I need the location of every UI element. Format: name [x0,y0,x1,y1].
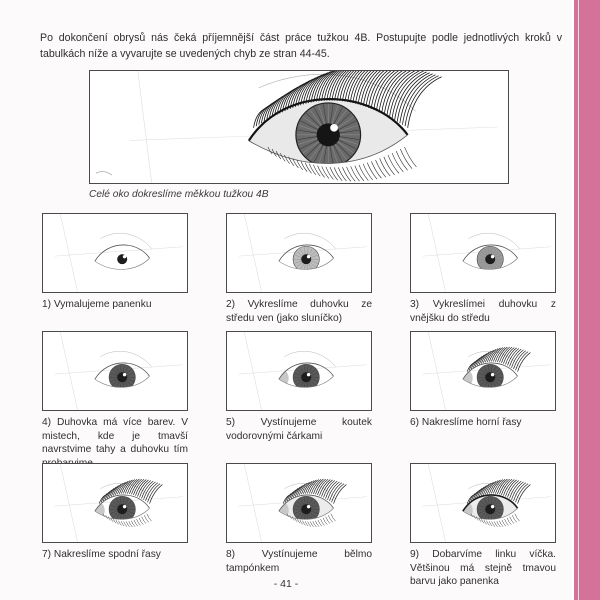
main-illustration-caption: Celé oko dokreslíme měkkou tužkou 4B [89,189,269,200]
eyelid-crease [100,351,151,366]
lower-eyelash [147,514,152,521]
lower-eyelash [330,167,338,180]
eyelid-crease [468,233,519,248]
step-5-illustration [226,331,372,411]
eye-interior [461,364,503,390]
guide-line [244,332,261,410]
lower-eyelash [305,163,311,174]
step-1-illustration [42,213,188,293]
step-5-eye-drawing [227,332,371,410]
step-7-label: 7) Nakreslíme spodní řasy [42,549,161,560]
main-eye-drawing [90,71,508,183]
eye-highlight [307,373,310,376]
upper-eyelash [408,77,442,128]
step-1-label: 1) Vymalujeme panenku [42,299,152,310]
lower-eyelash [297,519,300,523]
eyelid-crease [284,233,335,248]
eye-interior [277,483,334,536]
eye-highlight [307,505,310,508]
guide-line [428,214,445,292]
eye-highlight [491,373,494,376]
eye-highlight [491,255,494,258]
guide-line [138,71,152,183]
step-8-eye-drawing [227,464,371,542]
lower-eyelash [481,519,484,523]
step-9-eye-drawing [411,464,555,542]
step-4-label: 4) Duhovka má více barev. V mistech, kde je tmavší navrstvime tahy a duhovku tím [42,417,188,455]
page-number: - 41 - [273,578,299,590]
nose-hint [96,172,112,176]
step-2-illustration [226,213,372,293]
guide-line [244,214,261,292]
guide-line [60,214,77,292]
eye-highlight [491,505,494,508]
guide-line [428,332,445,410]
guide-line [60,332,77,410]
lower-eyelash [318,166,325,178]
main-eye-illustration [89,70,509,184]
eye-highlight [123,255,126,258]
step-3-eye-drawing [411,214,555,292]
eye-interior [93,496,135,522]
step-4-illustration [42,331,188,411]
lower-eyelash [116,520,119,524]
lower-eyelash [313,165,320,176]
lower-eyelash [371,161,381,178]
eye-highlight [307,255,310,258]
lower-eyelash [326,167,334,180]
step-9-label: 9) Dobarvíme linku víčka. Většinou má stejně tmavou barvu jako panenka [410,549,556,587]
lower-eyelash [484,520,487,524]
lower-eyelash [334,167,342,180]
upper-eyelash [402,75,435,125]
lower-eyelash [384,157,395,175]
eye-interior [277,364,319,390]
step-6-eye-drawing [411,332,555,410]
lower-eyelash [355,166,364,181]
eyelid-crease [100,233,151,248]
step-6-label: 6) Nakreslíme horní řasy [410,417,522,428]
lower-eyelash [367,163,377,179]
step-1-eye-drawing [43,214,187,292]
eye-highlight [123,505,126,508]
side-accent-rule [578,0,579,600]
lower-eyelash [405,147,417,167]
lower-eyelash [338,167,346,181]
lower-eyelash [380,158,391,176]
lower-eyelash [359,165,368,181]
eyelid-crease [284,351,335,366]
lower-eyelash [113,519,116,523]
step-3-label: 3) Vykreslímei duhovku z vnějšku do středu [410,299,556,324]
step-2-label: 2) Vykreslíme duhovku ze středu ven (jako sluníčko) [226,299,372,324]
step-7-eye-drawing [43,464,187,542]
step-8-illustration [226,463,372,543]
lower-eyelash [351,166,360,181]
lower-eyelash [347,167,356,182]
guide-line [60,464,77,542]
lower-eyelash [300,520,303,524]
eye-interior [461,483,518,536]
lower-eyelash [322,166,329,178]
step-8-label: 8) Vystínujeme bělmo tampónkem [226,549,372,574]
guide-line [244,464,261,542]
lower-eyelash [108,517,110,521]
lower-eyelash [388,155,399,173]
intro-paragraph: Po dokončení obrysů nás čeká příjemnější část práce tužkou 4B. Postupujte podle jednotlivých kroků v tabulkách níže a vyvarujte se uvedených chyb ze stran 44-45. [40,32,562,60]
upper-eyelash [405,76,439,127]
lower-eyelash [515,514,520,521]
eye-highlight [123,373,126,376]
lower-eyelash [301,161,307,171]
step-2-eye-drawing [227,214,371,292]
guide-line [428,464,445,542]
lower-eyelash [363,164,373,180]
eye-interior [117,254,127,264]
lower-eyelash [342,167,350,181]
lower-eyelash [309,164,316,175]
step-6-illustration [410,331,556,411]
step-4-eye-drawing [43,332,187,410]
step-7-illustration [42,463,188,543]
guide-line [55,247,183,256]
step-3-illustration [410,213,556,293]
lower-eyelash [376,160,386,177]
step-5-label: 5) Vystínujeme koutek vodorovnými čárkami [226,417,372,442]
eye-highlight [330,124,338,132]
lower-eyelash [331,514,336,521]
step-9-illustration [410,463,556,543]
